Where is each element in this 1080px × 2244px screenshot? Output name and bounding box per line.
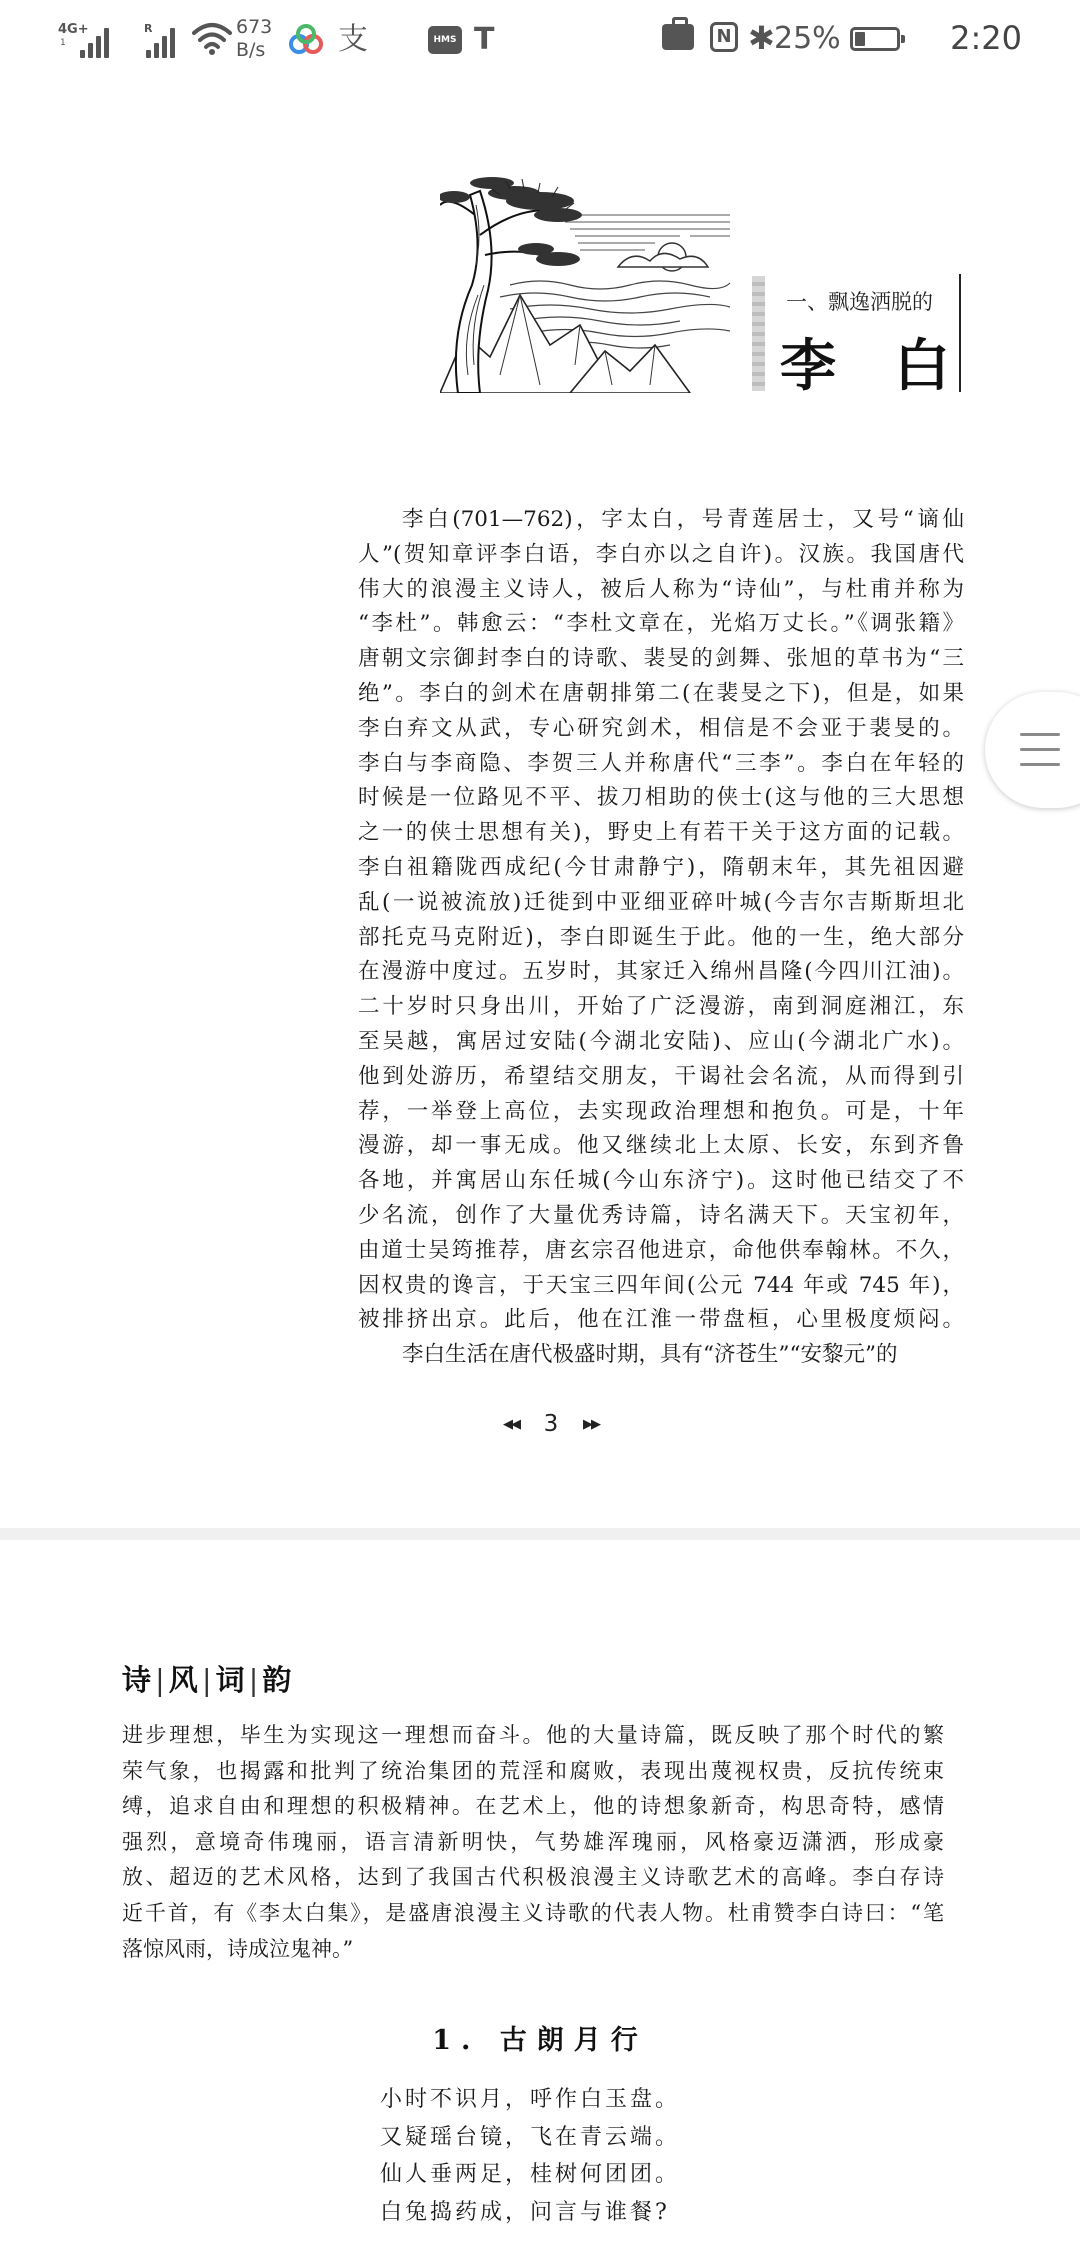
poem-line: 仙人垂两足，桂树何团团。	[380, 2162, 681, 2187]
chapter-subtitle: 一、飘逸洒脱的	[786, 290, 933, 314]
text-line: 李白(701—762)，字太白，号青莲居士，又号“谪仙	[402, 507, 964, 532]
text-line: 部托克马克附近)，李白即诞生于此。他的一生，绝大部分	[358, 924, 964, 950]
chapter-heading	[752, 276, 1008, 470]
page-number: 3	[543, 1411, 559, 1437]
text-line: 人”(贺知章评李白语，李白亦以之自许)。汉族。我国唐代	[358, 541, 964, 567]
text-line: 被排挤出京。此后，他在江淮一带盘桓，心里极度烦闷。	[358, 1307, 964, 1333]
text-line: 进步理想，毕生为实现这一理想而奋斗。他的大量诗篇，既反映了那个时代的繁	[122, 1723, 944, 1747]
text-line: 各地，并寓居山东任城(今山东济宁)。这时他已结交了不	[358, 1168, 964, 1194]
decorative-strip	[752, 276, 765, 391]
status-bar	[0, 0, 1080, 80]
text-line: 伟大的浪漫主义诗人，被后人称为“诗仙”，与杜甫并称为	[358, 576, 964, 602]
menu-icon	[1020, 733, 1060, 767]
poem-line: 白兔捣药成，问言与谁餐?	[380, 2199, 670, 2225]
text-line: 乱(一说被流放)迁徙到中亚细亚碎叶城(今吉尔吉斯斯坦北	[358, 889, 964, 915]
text-line: 二十岁时只身出川，开始了广泛漫游，南到洞庭湘江，东	[358, 994, 964, 1020]
text-line: 他到处游历，希望结交朋友，干谒社会名流，从而得到引	[358, 1063, 964, 1089]
page-navigation	[503, 1413, 599, 1441]
next-page-marker: ▶▶	[583, 1417, 599, 1432]
page3-body-text	[358, 503, 964, 1373]
running-head	[122, 1658, 291, 1699]
text-line: 之一的侠士思想有关)，野史上有若干关于这方面的记载。	[358, 820, 964, 846]
chapter-title: 李白	[780, 333, 1008, 399]
poem-body	[380, 2081, 680, 2231]
sim2-signal-icon	[142, 22, 182, 58]
battery-percent: 25%	[774, 21, 841, 56]
page4-body-text	[122, 1718, 944, 1967]
briefcase-icon	[662, 24, 694, 50]
network-speed-unit: B/s	[236, 39, 266, 61]
text-line: 荣气象，也揭露和批判了统治集团的荒淫和腐败，表现出蔑视权贵，反抗传统束	[122, 1758, 944, 1783]
book-page-4[interactable]	[0, 1540, 1080, 2244]
text-line: 时候是一位路见不平、拔刀相助的侠士(这与他的三大思想	[358, 785, 964, 811]
text-line: 缚，追求自由和理想的积极精神。在艺术上，他的诗想象新奇，构思奇特，感情	[122, 1794, 944, 1819]
poem-line: 小时不识月，呼作白玉盘。	[380, 2087, 681, 2112]
sim2-roaming-label: R	[144, 22, 153, 35]
battery-icon	[850, 27, 900, 51]
text-line: 近千首，有《李太白集》，是盛唐浪漫主义诗歌的代表人物。杜甫赞李白诗曰：“笔	[122, 1900, 944, 1925]
bluetooth-icon: ✱	[748, 19, 775, 57]
text-line: 因权贵的谗言，于天宝三四年间(公元 744 年或 745 年)，	[358, 1272, 964, 1298]
t-app-icon: T	[474, 22, 495, 57]
text-line: 至吴越，寓居过安陆(今湖北安陆)、应山(今湖北广水)。	[358, 1028, 964, 1054]
text-line: 李白与李商隐、李贺三人并称唐代“三李”。李白在年轻的	[358, 750, 964, 776]
text-line: 由道士吴筠推荐，唐玄宗召他进京，命他供奉翰林。不久，	[358, 1237, 964, 1263]
sim1-signal-icon	[58, 22, 116, 58]
running-head-separator: |	[248, 1663, 259, 1697]
poem-line: 又疑瑶台镜，飞在青云端。	[380, 2124, 681, 2150]
text-line: 绝”。李白的剑术在唐朝排第二(在裴旻之下)，但是，如果	[358, 680, 964, 706]
wifi-icon	[192, 20, 232, 56]
running-head-separator: |	[201, 1663, 212, 1697]
network-speed-value: 673	[236, 16, 273, 38]
running-head-char: 韵	[262, 1663, 292, 1697]
hms-icon: HMS	[428, 26, 462, 54]
running-head-char: 风	[168, 1663, 198, 1697]
poem-title: 1. 古朗月行	[432, 2025, 648, 2056]
text-line: “李杜”。韩愈云：“李杜文章在，光焰万丈长。”《调张籍》	[358, 611, 964, 637]
text-line: 荐，一举登上高位，去实现政治理想和抱负。可是，十年	[358, 1098, 964, 1124]
sim1-network-type: 4G+	[58, 22, 89, 37]
running-head-char: 诗	[122, 1663, 152, 1697]
text-line: 少名流，创作了大量优秀诗篇，诗名满天下。天宝初年，	[358, 1202, 964, 1228]
text-line: 强烈，意境奇伟瑰丽，语言清新明快，气势雄浑瑰丽，风格豪迈潇洒，形成豪	[122, 1829, 944, 1854]
nfc-icon: N	[710, 22, 738, 52]
landscape-illustration	[440, 175, 732, 393]
text-line: 漫游，却一事无成。他又继续北上太原、长安，东到齐鲁	[358, 1133, 964, 1159]
book-page-3[interactable]	[0, 80, 1080, 1528]
prev-page-marker: ◀◀	[503, 1417, 519, 1432]
running-head-char: 词	[215, 1663, 245, 1697]
running-head-separator: |	[155, 1663, 165, 1697]
text-line: 李白祖籍陇西成纪(今甘肃静宁)，隋朝末年，其先祖因避	[358, 854, 964, 880]
text-line: 放、超迈的艺术风格，达到了我国古代积极浪漫主义诗歌艺术的高峰。李白存诗	[122, 1865, 944, 1890]
text-line: 李白生活在唐代极盛时期，具有“济苍生”“安黎元”的	[402, 1342, 898, 1368]
text-line: 唐朝文宗御封李白的诗歌、裴旻的剑舞、张旭的草书为“三	[358, 646, 964, 672]
sim1-sub-label: 1	[60, 38, 66, 48]
battery-fill	[855, 32, 865, 46]
text-line: 李白弃文从武，专心研究剑术，相信是不会亚于裴旻的。	[358, 715, 964, 741]
page-separator	[0, 1528, 1080, 1540]
text-line: 落惊风雨，诗成泣鬼神。”	[122, 1936, 354, 1961]
text-line: 在漫游中度过。五岁时，其家迁入绵州昌隆(今四川江油)。	[358, 959, 964, 985]
status-right	[662, 16, 1022, 64]
alipay-icon: 支	[338, 22, 368, 57]
baidu-netdisk-icon	[288, 24, 324, 56]
clock: 2:20	[950, 19, 1022, 57]
network-speed	[236, 16, 272, 62]
